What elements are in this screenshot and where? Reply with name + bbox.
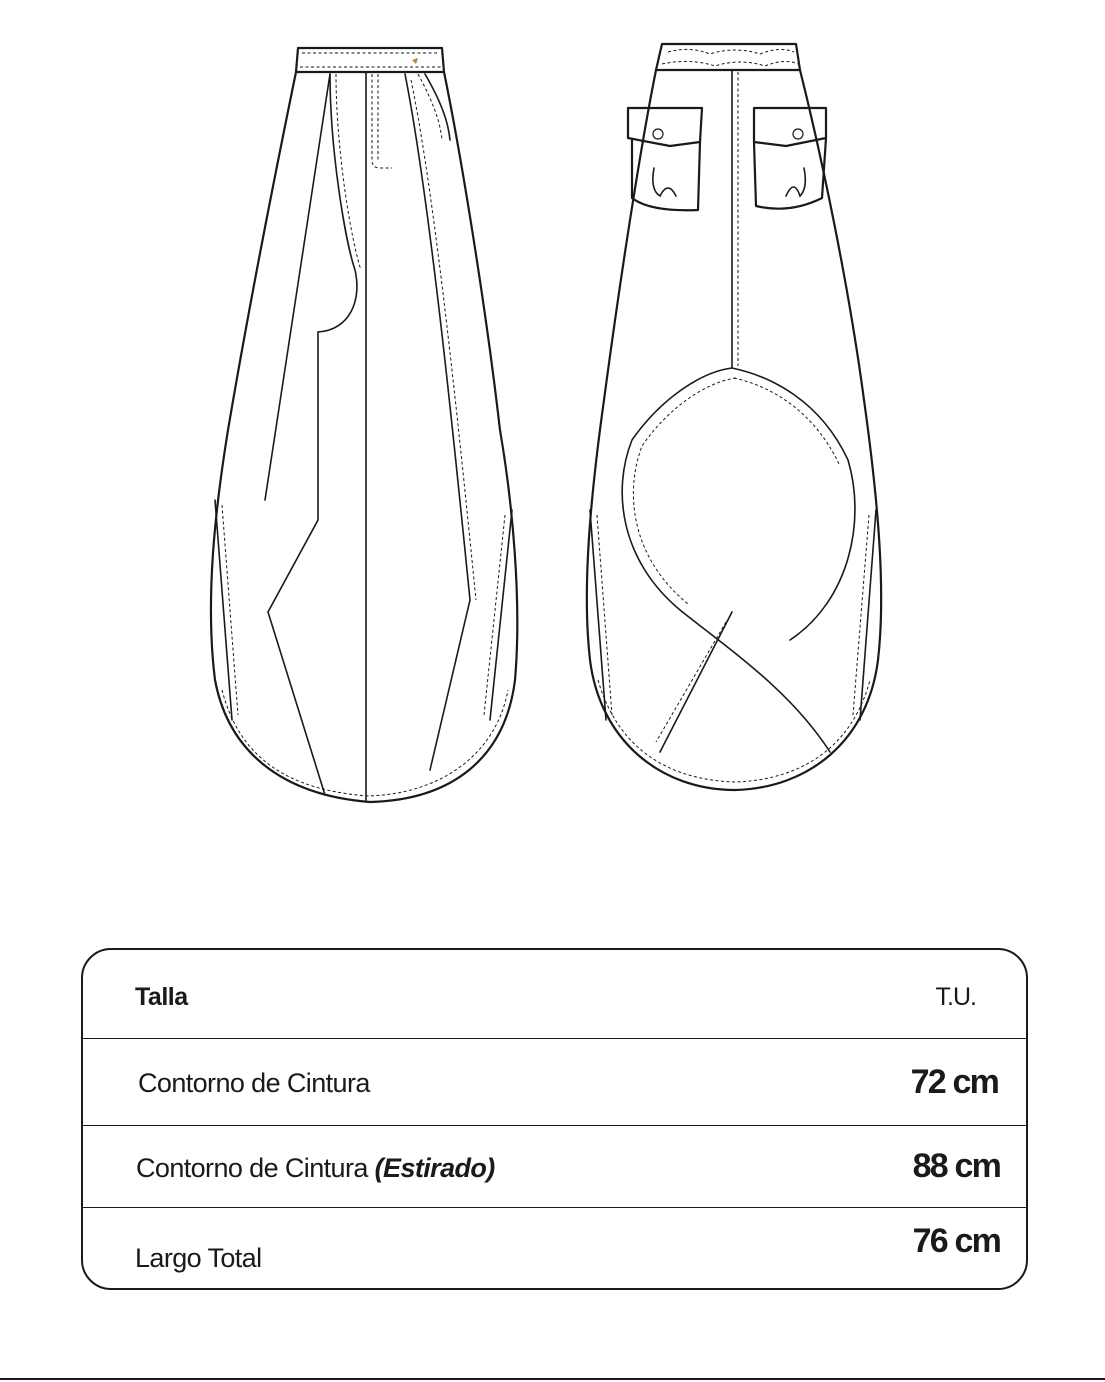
pants-front-sketch	[211, 48, 517, 802]
stretched-note: (Estirado)	[374, 1153, 495, 1183]
waist-label: Contorno de Cintura	[138, 1067, 370, 1098]
size-label: Talla	[135, 982, 188, 1011]
waist-stretched-value: 88 cm	[912, 1147, 1000, 1185]
total-length-label: Largo Total	[135, 1242, 262, 1273]
size-table	[81, 948, 1028, 1290]
table-row-total-length	[83, 1207, 1026, 1290]
table-row-waist	[83, 1038, 1026, 1125]
pants-back-sketch	[587, 44, 881, 790]
waist-stretched-label: Contorno de Cintura (Estirado)	[136, 1153, 495, 1183]
bottom-divider	[0, 1378, 1105, 1380]
size-value: T.U.	[935, 982, 976, 1011]
size-table-header	[83, 950, 1026, 1038]
total-length-value: 76 cm	[912, 1221, 1000, 1260]
waist-value: 72 cm	[910, 1062, 998, 1101]
table-row-waist-stretched	[83, 1125, 1026, 1207]
